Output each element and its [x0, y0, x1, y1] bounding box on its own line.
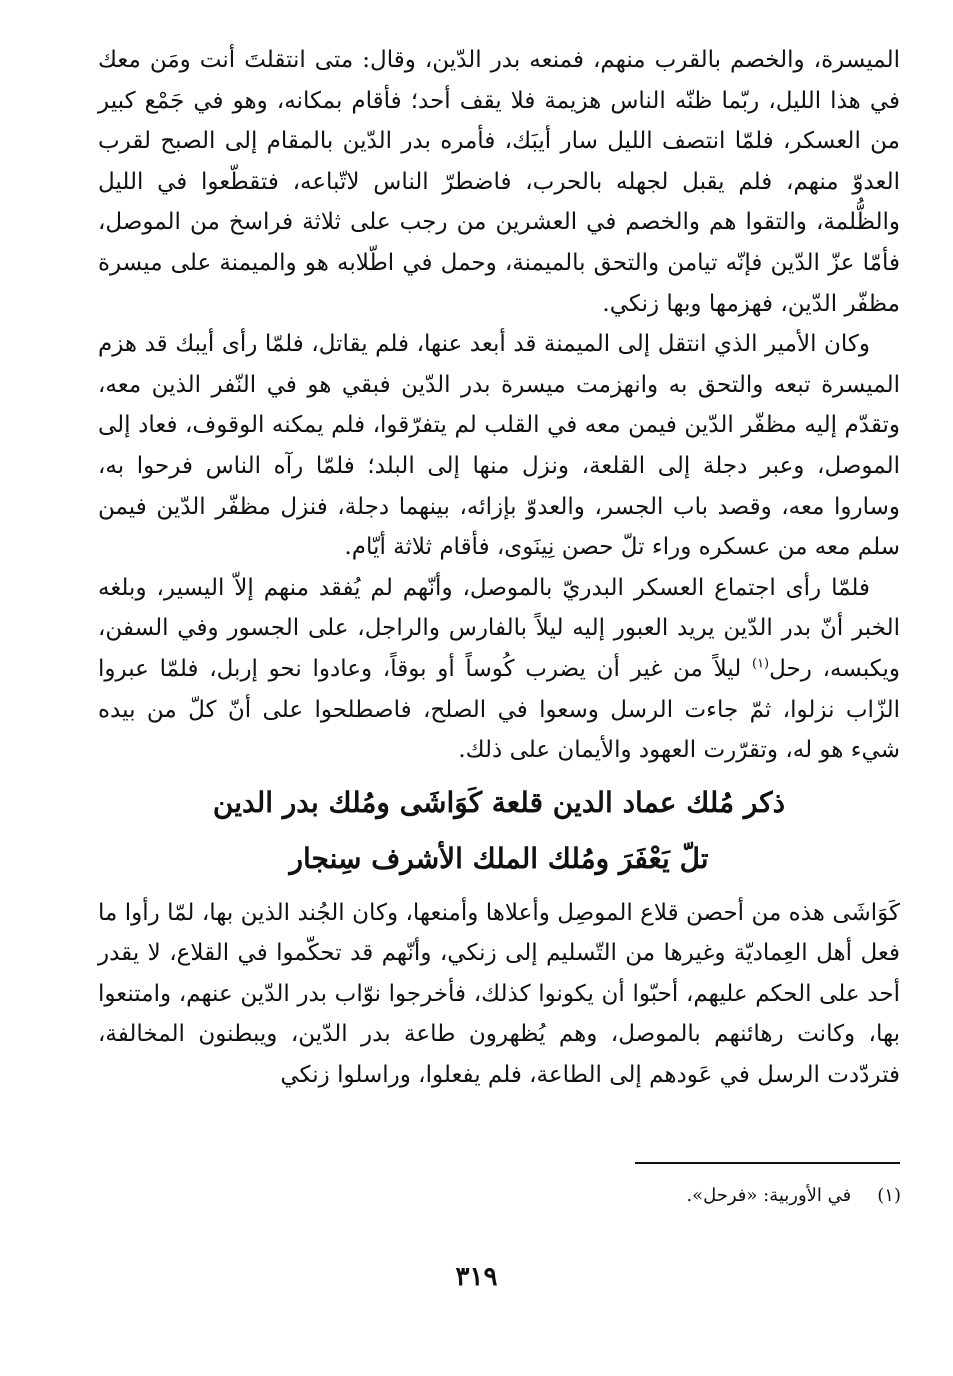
footnote-text: في الأوربية: «فرحل».: [686, 1185, 852, 1206]
page-body: [98, 40, 900, 1096]
footnote-reference[interactable]: (١): [751, 656, 770, 672]
paragraph-4: كَوَاشَى هذه من أحصن قلاع الموصِل وأعلاها وأمنعها، وكان الجُند الذين بها، لمّا رأوا ما فعل أهل العِماديّة وغيرها من التّسليم إلى زنكي، وأنّهم قد تحكّموا في القلاع، لا يقدر أحد على الحكم عليهم، أحبّوا أن يكونوا كذلك، فأخرجوا نوّاب بدر الدّين عنهم، وامتنعوا بها، وكانت رهائنهم بالموصل، وهم يُظهرون طاعة بدر الدّين، ويبطنون المخالفة، فتردّدت الرسل في عَودهم إلى الطاعة، فلم يفعلوا، وراسلوا زنكي: [98, 899, 900, 1089]
section-heading-line-2: تلّ يَعْفَرَ ومُلك الملك الأشرف سِنجار: [289, 841, 709, 875]
footnote-number: (١): [877, 1185, 901, 1206]
page-number: ٣١٩: [455, 1262, 498, 1292]
section-heading-line-1: ذكر مُلك عماد الدين قلعة كَوَاشَى ومُلك بدر الدين: [212, 785, 786, 819]
footnote: [686, 1182, 901, 1210]
paragraph-2: وكان الأمير الذي انتقل إلى الميمنة قد أبعد عنها، فلم يقاتل، فلمّا رأى أيبك قد هزم الميسرة تبعه والتحق به وانهزمت ميسرة بدر الدّين فبقي هو في النّفر الذين معه، وتقدّم إليه مظفّر الدّين فيمن معه في القلب لم يتفرّقوا، فلم يمكنه الوقوف، فعاد إلى الموصل، وعبر دجلة إلى القلعة، ونزل منها إلى البلد؛ فلمّا رآه الناس فرحوا به، وساروا معه، وقصد باب الجسر، والعدوّ بإزائه، بينهما دجلة، فنزل مظفّر الدّين فيمن سلم معه من عسكره وراء تلّ حصن نِينَوى، فأقام ثلاثة أيّام.: [98, 331, 900, 561]
footnote-divider: [635, 1162, 900, 1164]
paragraph-3: [98, 568, 900, 771]
paragraph-3-part-2: ليلاً من غير أن يضرب كُوساً أو بوقاً، وعادوا نحو إربل، فلمّا عبروا الزّاب نزلوا، ثمّ جاءت الرسل وسعوا في الصلح، فاصطلحوا على أنّ كلّ من بيده شيء هو له، وتقرّرت العهود والأيمان على ذلك.: [98, 655, 900, 764]
paragraph-3-part-1: فلمّا رأى اجتماع العسكر البدريّ بالموصل، وأنّهم لم يُفقد منهم إلاّ اليسير، وبلغه الخبر أنّ بدر الدّين يريد العبور إليه ليلاً بالفارس والراجل، على الجسور وفي السفن، ويكبسه، رحل: [98, 574, 901, 682]
paragraph-1: الميسرة، والخصم بالقرب منهم، فمنعه بدر الدّين، وقال: متى انتقلتَ أنت ومَن معك في هذا الليل، ربّما ظنّه الناس هزيمة فلا يقف أحد؛ فأقام بمكانه، وهو في جَمْع كبير من العسكر، فلمّا انتصف الليل سار أيبَك، فأمره بدر الدّين بالمقام إلى الصبح لقرب العدوّ منهم، فلم يقبل لجهله بالحرب، فاضطرّ الناس لاتّباعه، فتقطّعوا في الليل والظُّلمة، والتقوا هم والخصم في العشرين من رجب على ثلاثة فراسخ من الموصل، فأمّا عزّ الدّين فإنّه تيامن والتحق بالميمنة، وحمل في اطّلابه هو والميمنة على ميسرة مظفّر الدّين، فهزمها وبها زنكي.: [98, 47, 900, 317]
